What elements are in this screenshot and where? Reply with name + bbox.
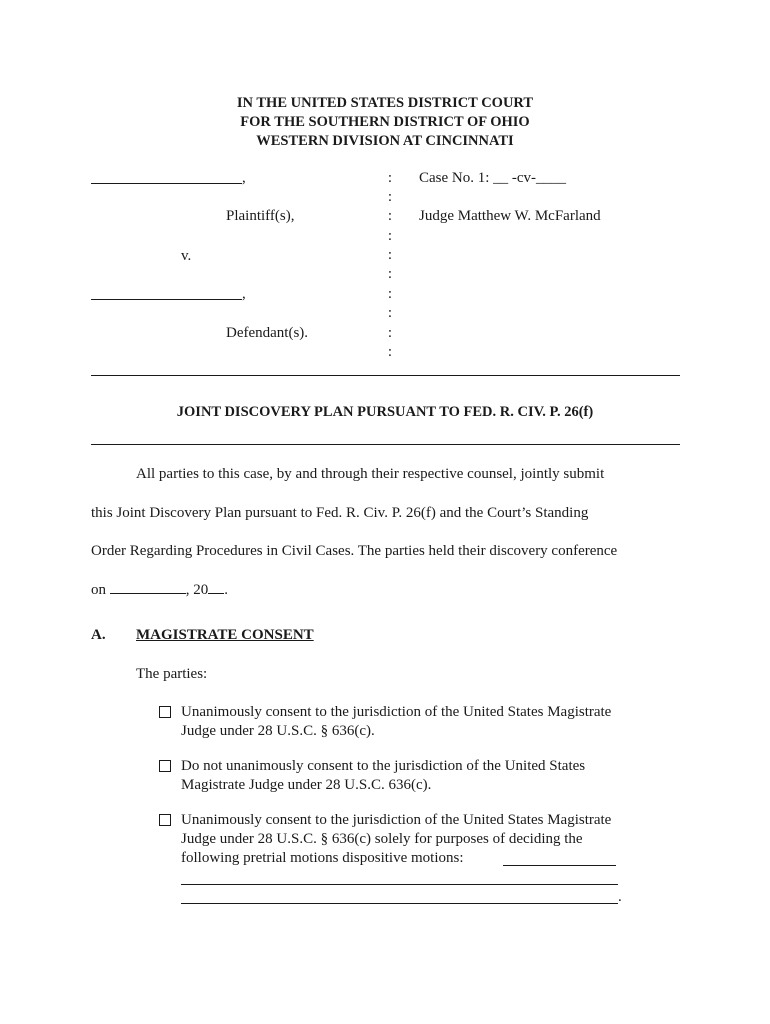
consent-unanimous-checkbox[interactable] <box>159 706 171 718</box>
motions-blank-3[interactable] <box>181 903 618 904</box>
court-name-line3: WESTERN DIVISION AT CINCINNATI <box>256 133 514 149</box>
document-title: JOINT DISCOVERY PLAN PURSUANT TO FED. R. CIV. P. 26(f) <box>176 404 594 420</box>
intro-period: . <box>224 582 228 598</box>
intro-line-3: Order Regarding Procedures in Civil Cases. The parties held their discovery conference <box>91 543 618 559</box>
case-number: Case No. 1: __ -cv-____ <box>419 170 567 186</box>
plaintiff-label: Plaintiff(s), <box>226 208 295 224</box>
versus-label: v. <box>181 248 192 264</box>
caption-colon: : <box>387 189 393 205</box>
option-3-line-1: Unanimously consent to the jurisdiction of the United States Magistrate <box>181 812 612 828</box>
intro-line-1: All parties to this case, by and through their respective counsel, jointly submit <box>136 466 605 482</box>
motions-blank-2[interactable] <box>181 884 618 885</box>
option-3-line-2: Judge under 28 U.S.C. § 636(c) solely for purposes of deciding the <box>181 831 583 847</box>
intro-on: on <box>91 582 106 598</box>
section-a-label: A. <box>91 627 106 643</box>
intro-year-prefix: , 20 <box>185 582 209 598</box>
intro-line-2: this Joint Discovery Plan pursuant to Fed. R. Civ. P. 26(f) and the Court’s Standing <box>91 505 589 521</box>
court-name-line2: FOR THE SOUTHERN DISTRICT OF OHIO <box>240 114 530 130</box>
motions-period: . <box>618 889 622 905</box>
plaintiff-comma: , <box>242 170 246 186</box>
caption-colon: : <box>387 170 393 186</box>
no-consent-checkbox[interactable] <box>159 760 171 772</box>
plaintiff-name-blank[interactable] <box>91 183 242 184</box>
court-name-line1: IN THE UNITED STATES DISTRICT COURT <box>236 95 534 111</box>
section-a-lead: The parties: <box>136 666 208 682</box>
option-3-line-3: following pretrial motions dispositive motions: <box>181 850 464 866</box>
defendant-name-blank[interactable] <box>91 299 242 300</box>
motions-blank-1[interactable] <box>503 865 616 866</box>
caption-colon: : <box>387 208 393 224</box>
caption-colon: : <box>387 344 393 360</box>
conference-year-blank[interactable] <box>208 581 224 594</box>
title-rule-top <box>91 375 680 376</box>
title-rule-bottom <box>91 444 680 445</box>
caption-colon: : <box>387 228 393 244</box>
option-2-line-1: Do not unanimously consent to the jurisdiction of the United States <box>181 758 586 774</box>
caption-colon: : <box>387 286 393 302</box>
intro-line-4 <box>91 581 228 599</box>
option-1-line-1: Unanimously consent to the jurisdiction of the United States Magistrate <box>181 704 612 720</box>
option-2-line-2: Magistrate Judge under 28 U.S.C. 636(c). <box>181 777 432 793</box>
caption-colon: : <box>387 325 393 341</box>
defendant-label: Defendant(s). <box>226 325 309 341</box>
judge-name: Judge Matthew W. McFarland <box>419 208 601 224</box>
defendant-comma: , <box>242 286 246 302</box>
limited-consent-checkbox[interactable] <box>159 814 171 826</box>
caption-colon: : <box>387 305 393 321</box>
conference-date-blank[interactable] <box>110 581 186 594</box>
caption-colon: : <box>387 266 393 282</box>
section-a-heading: MAGISTRATE CONSENT <box>136 627 314 643</box>
option-1-line-2: Judge under 28 U.S.C. § 636(c). <box>181 723 375 739</box>
caption-colon: : <box>387 247 393 263</box>
